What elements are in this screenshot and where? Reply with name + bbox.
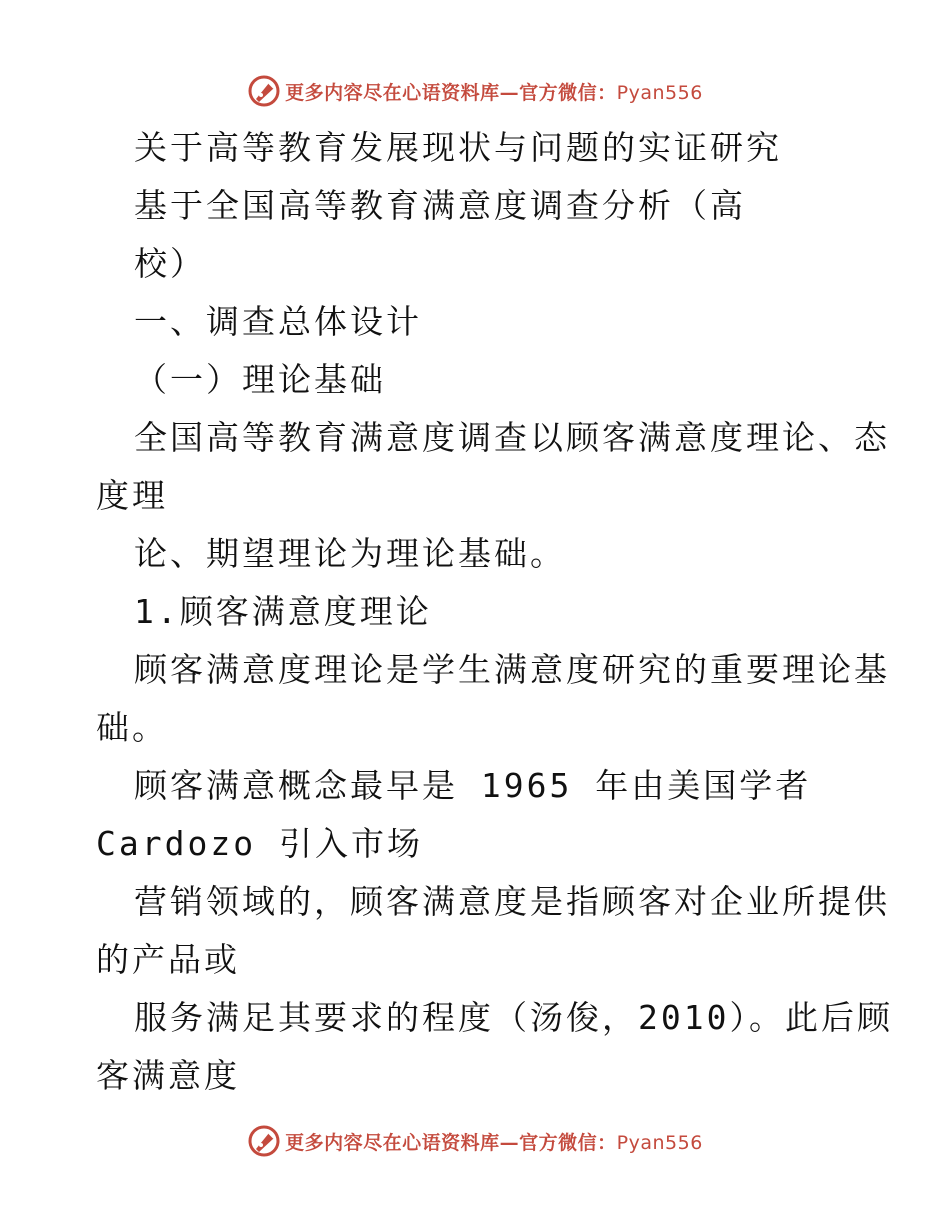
banner-label: 更多内容尽在心语资料库—官方微信： bbox=[285, 81, 617, 104]
doc-line: 1.顾客满意度理论 bbox=[134, 592, 432, 631]
banner-text bbox=[285, 78, 703, 105]
doc-line: 度理 bbox=[96, 476, 168, 515]
doc-line: 顾客满意概念最早是 1965 年由美国学者 bbox=[134, 766, 812, 805]
doc-line: 一、调查总体设计 bbox=[134, 302, 422, 341]
banner-wechat-id: Pyan556 bbox=[616, 1131, 703, 1154]
footer-banner bbox=[0, 1124, 950, 1158]
header-banner bbox=[0, 74, 950, 108]
doc-line: 服务满足其要求的程度（汤俊，2010）。此后顾 bbox=[134, 998, 893, 1037]
doc-line: 营销领域的，顾客满意度是指顾客对企业所提供 bbox=[134, 882, 890, 921]
banner-label: 更多内容尽在心语资料库—官方微信： bbox=[285, 1131, 617, 1154]
doc-line: 基于全国高等教育满意度调查分析（高 bbox=[134, 186, 746, 225]
doc-line: 全国高等教育满意度调查以顾客满意度理论、态 bbox=[134, 418, 890, 457]
banner-text bbox=[285, 1128, 703, 1155]
doc-line: 础。 bbox=[96, 708, 168, 747]
doc-line: Cardozo 引入市场 bbox=[96, 824, 423, 863]
doc-line: 论、期望理论为理论基础。 bbox=[134, 534, 566, 573]
doc-line: 校） bbox=[134, 244, 206, 283]
doc-line: 客满意度 bbox=[96, 1056, 240, 1095]
doc-line: （一）理论基础 bbox=[134, 360, 386, 399]
doc-line: 的产品或 bbox=[96, 940, 240, 979]
pen-nib-logo-icon bbox=[247, 74, 281, 108]
banner-wechat-id: Pyan556 bbox=[616, 81, 703, 104]
doc-line: 顾客满意度理论是学生满意度研究的重要理论基 bbox=[134, 650, 890, 689]
doc-line: 关于高等教育发展现状与问题的实证研究 bbox=[134, 128, 782, 167]
pen-nib-logo-icon bbox=[247, 1124, 281, 1158]
